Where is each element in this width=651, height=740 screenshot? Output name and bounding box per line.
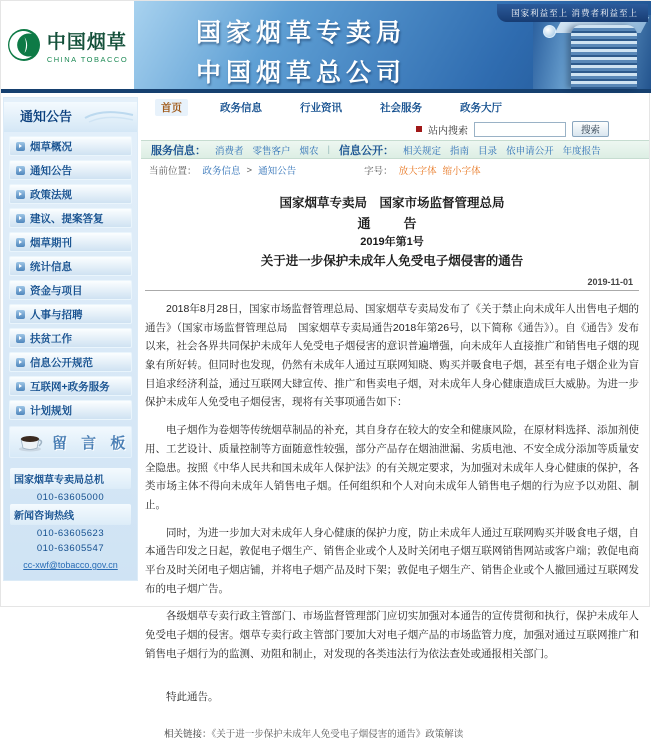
services-info-label: 服务信息： <box>151 144 206 157</box>
bullet-icon <box>16 238 25 247</box>
switchboard-label: 国家烟草专卖局总机 <box>10 468 131 489</box>
coffee-cup-icon <box>18 432 44 452</box>
header-slogan: 国家利益至上 消费者利益至上 <box>497 4 648 22</box>
sidebar-item-proposal-replies[interactable]: 建议、提案答复 <box>9 208 132 228</box>
logo-text-en: CHINA TOBACCO <box>46 54 129 64</box>
link-regulations[interactable]: 相关规定 <box>403 145 442 157</box>
china-tobacco-logo-icon <box>7 28 41 62</box>
bullet-icon <box>16 190 25 199</box>
breadcrumb-label: 当前位置： <box>149 166 197 177</box>
sidebar-item-notices[interactable]: 通知公告 <box>9 160 132 180</box>
site-logo <box>1 1 134 89</box>
switchboard-phone: 010-63605000 <box>36 492 105 503</box>
issuing-agencies: 国家烟草专卖局 国家市场监督管理总局 <box>279 196 505 210</box>
logo-text-cn: 中国烟草 <box>46 31 127 53</box>
nav-home[interactable]: 首页 <box>155 99 188 116</box>
related-label: 相关链接： <box>164 729 212 740</box>
notice-subject: 关于进一步保护未成年人免受电子烟侵害的通告 <box>260 254 524 268</box>
sidebar-item-disclosure-standards[interactable]: 信息公开规范 <box>9 352 132 372</box>
bullet-icon <box>16 310 25 319</box>
main-nav <box>141 97 649 119</box>
breadcrumb-separator: > <box>246 164 253 176</box>
search-bullet-icon <box>416 126 422 132</box>
breadcrumb <box>141 159 649 181</box>
sidebar-item-statistics[interactable]: 统计信息 <box>9 256 132 276</box>
sidebar-item-tobacco-overview[interactable]: 烟草概况 <box>9 136 132 156</box>
hotline-phone-2: 010-63605547 <box>36 543 105 554</box>
bullet-icon <box>16 214 25 223</box>
header-banner <box>134 1 651 89</box>
font-larger-button[interactable]: 放大字体 <box>398 166 437 177</box>
bullet-icon <box>16 406 25 415</box>
bullet-icon <box>16 334 25 343</box>
closing-line: 特此通告。 <box>166 691 219 704</box>
link-request-disclosure[interactable]: 依申请公开 <box>506 145 554 157</box>
paragraph-3: 同时，为进一步加大对未成年人身心健康的保护力度，防止未成年人通过互联网购买并吸食电子烟，自本通告印发之日起，敦促电子烟生产、销售企业或个人及时关闭电子烟互联网销售网站或客户端；敦促电商平台及时关闭电子烟店铺，并将电子烟产品及时下架；敦促电子烟生产、销售企业或个人撤回通过互联网发布的电子烟广告。 <box>145 526 639 595</box>
breadcrumb-gov-info[interactable]: 政务信息 <box>202 166 241 177</box>
sidebar <box>3 97 138 581</box>
bullet-icon <box>16 142 25 151</box>
paragraph-2: 电子烟作为卷烟等传统烟草制品的补充，其自身存在较大的安全和健康风险，在原材料选择、添加剂使用、工艺设计、质量控制等方面随意性较强，部分产品存在烟油泄漏、劣质电池、不安全成分添加等质量安全隐患。按照《中华人民共和国未成年人保护法》的有关规定要求，为加强对未成年人身心健康的保护，各类市场主体不得向未成年人销售电子烟。任何组织和个人对向未成年人销售电子烟的行为应予以劝阻、制止。 <box>145 424 639 511</box>
link-guide[interactable]: 指南 <box>450 145 470 157</box>
related-links <box>145 726 639 740</box>
message-board-label: 留 言 板 <box>52 434 131 452</box>
contact-email-link[interactable]: cc-xwf@tobacco.gov.cn <box>23 560 118 570</box>
paragraph-4: 各级烟草专卖行政主管部门、市场监督管理部门应切实加强对本通告的宣传贯彻和执行，保护未成年人免受电子烟的侵害。烟草专卖行政主管部门要加大对电子烟产品的市场监管力度，加强对通过互联网推广和销售电子烟行为的监测、劝阻和制止，对发现的各类违法行为依法查处或通报相关部门。 <box>145 610 639 660</box>
sidebar-item-poverty-alleviation[interactable]: 扶贫工作 <box>9 328 132 348</box>
nav-gov-info[interactable]: 政务信息 <box>220 102 262 114</box>
fontsize-label: 字号： <box>364 166 393 177</box>
nav-social-services[interactable]: 社会服务 <box>380 102 422 114</box>
policy-interpretation-link[interactable]: 《关于进一步保护未成年人免受电子烟侵害的通告》政策解读 <box>211 729 464 740</box>
search-label: 站内搜索 <box>427 125 468 137</box>
org-title-1: 国家烟草专卖局 <box>196 19 407 47</box>
paragraph-1: 2018年8月28日，国家市场监督管理总局、国家烟草专卖局发布了《关于禁止向未成年人出售电子烟的通告》（国家市场监督管理总局 国家烟草专卖局通告2018年第26号，以下简称《通告》）。自《通告》发布以来，社会各界共同保护未成年人免受电子烟侵害的意识普遍增强，向未成年人直接推广和销售电子烟的现象有所好转。但同时也发现，仍然有未成年人通过互联网知晓、购买并吸食电子烟，甚至有电子烟企业为盲目追求经济利益，通过互联网大肆宣传、推广和售卖电子烟，对未成年人身心健康造成巨大威胁。为进一步保护未成年人免受电子烟侵害，现将有关事项通告如下： <box>145 303 639 409</box>
article-title <box>145 193 639 269</box>
notice-type: 通 告 <box>357 216 427 231</box>
sidebar-item-hr-recruitment[interactable]: 人事与招聘 <box>9 304 132 324</box>
font-smaller-button[interactable]: 缩小字体 <box>442 166 481 177</box>
news-hotline-label: 新闻咨询热线 <box>10 504 131 525</box>
sidebar-item-policies[interactable]: 政策法规 <box>9 184 132 204</box>
bullet-icon <box>16 286 25 295</box>
bullet-icon <box>16 166 25 175</box>
notice-number: 2019年第1号 <box>360 236 424 248</box>
message-board-link[interactable] <box>9 426 132 458</box>
sidebar-item-tobacco-journals[interactable]: 烟草期刊 <box>9 232 132 252</box>
link-annual-report[interactable]: 年度报告 <box>562 145 601 157</box>
hotline-phone-1: 010-63605623 <box>36 528 105 539</box>
info-disclosure-label: 信息公开： <box>339 144 395 157</box>
main-content <box>141 97 649 740</box>
site-header <box>1 1 651 93</box>
nav-service-hall[interactable]: 政务大厅 <box>460 102 502 114</box>
headquarters-building-image <box>533 15 651 89</box>
search-input[interactable] <box>474 122 566 137</box>
org-title-2: 中国烟草总公司 <box>196 59 407 87</box>
nav-industry-news[interactable]: 行业资讯 <box>300 102 342 114</box>
site-search <box>141 119 649 140</box>
breadcrumb-notices[interactable]: 通知公告 <box>258 166 297 177</box>
link-retail-customers[interactable]: 零售客户 <box>252 145 291 157</box>
search-button[interactable]: 搜索 <box>572 121 609 137</box>
services-bar <box>141 140 649 159</box>
divider: | <box>327 144 331 155</box>
wave-decoration-icon <box>83 106 135 126</box>
link-consumers[interactable]: 消费者 <box>215 145 244 157</box>
sidebar-title: 通知公告 <box>4 102 137 132</box>
sidebar-contact <box>10 468 131 570</box>
bullet-icon <box>16 382 25 391</box>
title-divider <box>145 290 639 291</box>
sidebar-item-internet-services[interactable]: 互联网+政务服务 <box>9 376 132 396</box>
publish-date: 2019-11-01 <box>587 277 633 287</box>
link-tobacco-farmers[interactable]: 烟农 <box>299 145 319 157</box>
link-catalog[interactable]: 目录 <box>478 145 498 157</box>
sidebar-item-funds-projects[interactable]: 资金与项目 <box>9 280 132 300</box>
bullet-icon <box>16 262 25 271</box>
notice-article <box>141 181 649 740</box>
sidebar-item-planning[interactable]: 计划规划 <box>9 400 132 420</box>
bullet-icon <box>16 358 25 367</box>
